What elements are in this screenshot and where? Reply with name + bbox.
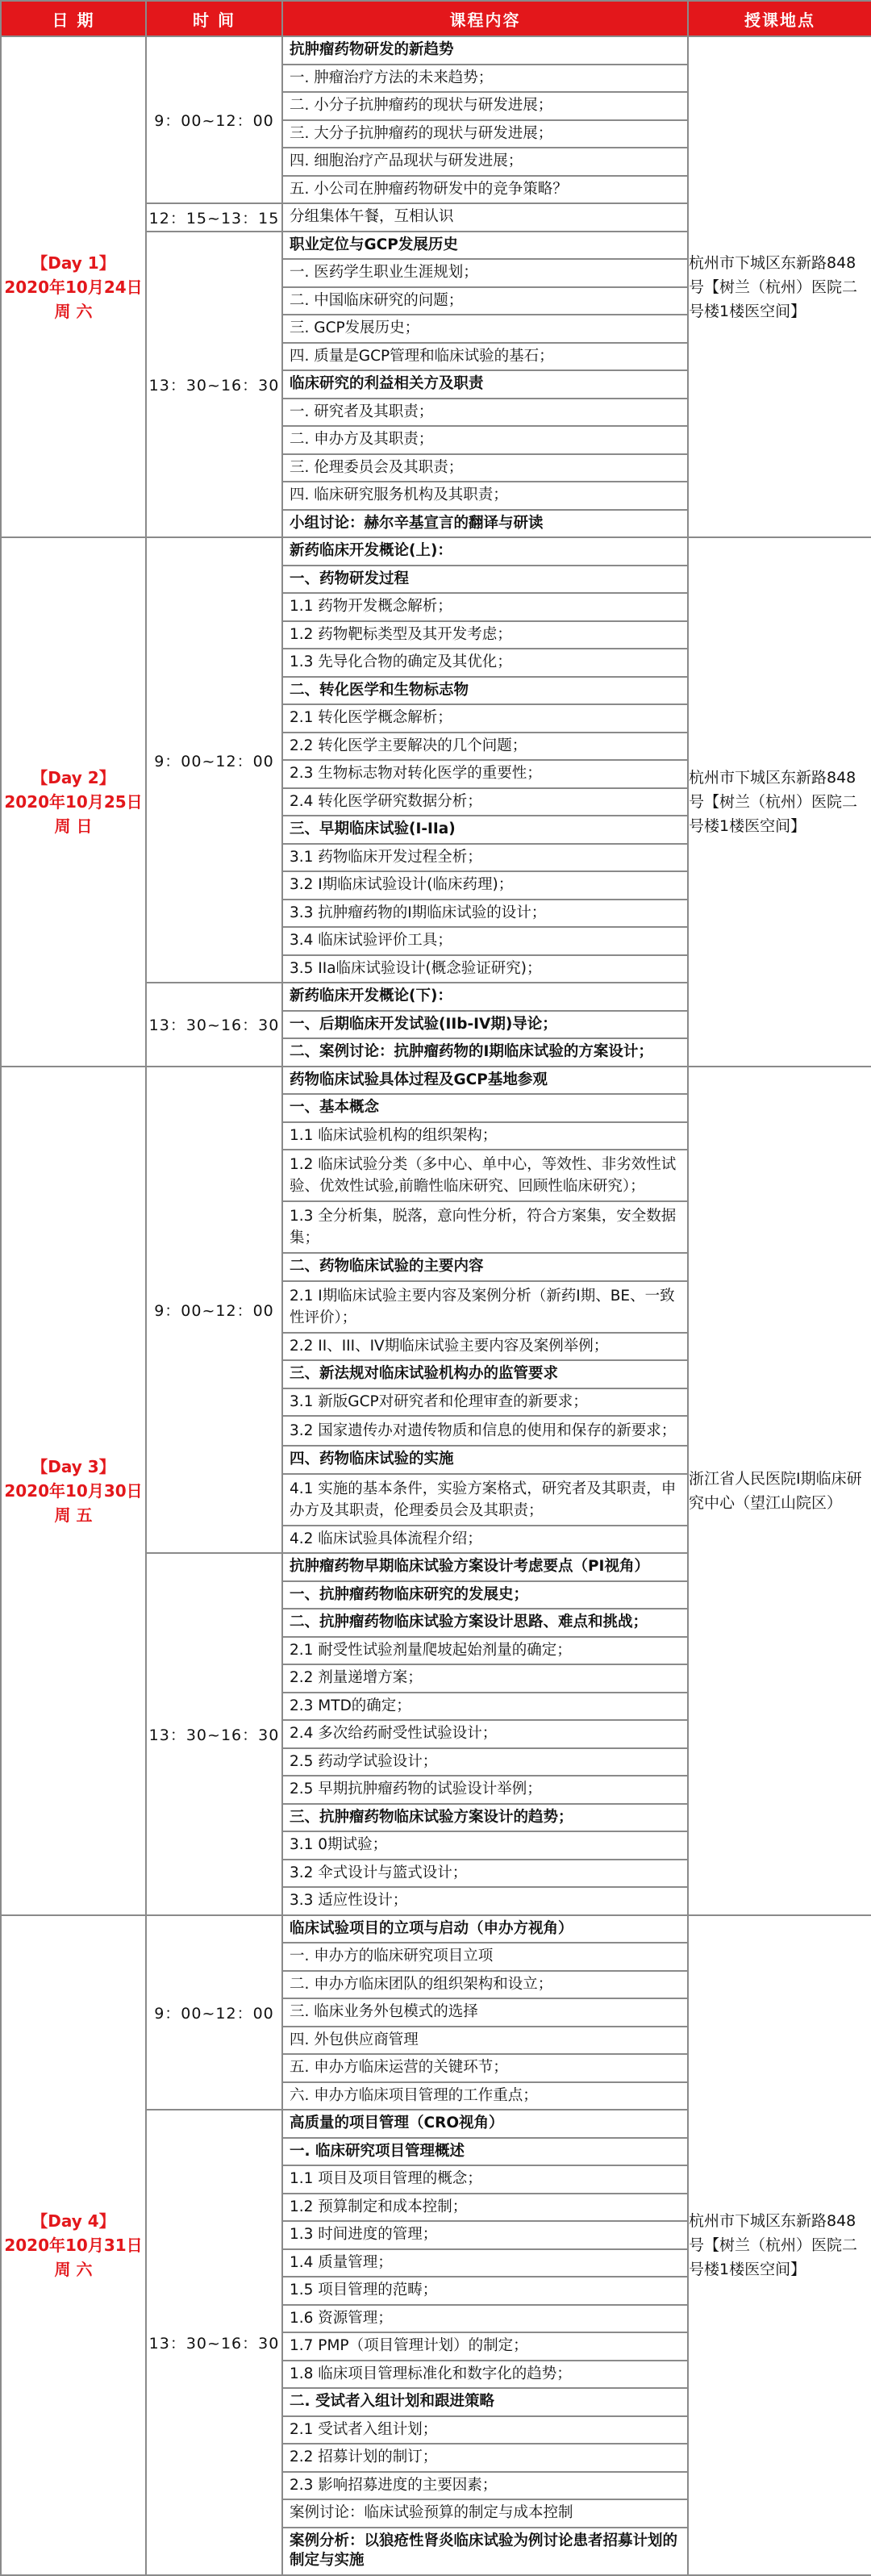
topic-item: 1.8 临床项目管理标准化和数字化的趋势； [283,2361,687,2390]
topic-item: 1.3 时间进度的管理； [283,2222,687,2250]
topic-heading: 四、药物临床试验的实施 [283,1447,687,1475]
topic-item: 三. GCP发展历史； [283,315,687,344]
session-time: 9：00~12：00 [146,1915,282,2110]
topic-heading: 一、基本概念 [283,1095,687,1123]
topic-item: 2.1 转化医学概念解析； [283,705,687,733]
topic-heading: 临床研究的利益相关方及职责 [283,371,687,399]
session-row [1,36,871,203]
header-date: 日 期 [1,1,146,36]
topic-item: 1.6 资源管理； [283,2306,687,2334]
topic-item: 一. 研究者及其职责； [283,399,687,428]
venue-cell: 浙江省人民医院I期临床研究中心（望江山院区） [688,1067,871,1915]
session-content [282,1067,688,1554]
session-content [282,203,688,232]
topic-item: 3.3 适应性设计； [290,1892,408,1909]
topic-heading: 一、抗肿瘤药物临床研究的发展史； [283,1582,687,1610]
venue-cell: 杭州市下城区东新路848号【树兰（杭州）医院二号楼1楼医空间】 [688,36,871,537]
day-weekday: 周 日 [54,816,93,836]
topic-item: 六. 申办方临床项目管理的工作重点； [290,2086,538,2104]
session-content [282,537,688,983]
topic-item: 1.4 质量管理； [283,2250,687,2278]
topic-heading: 临床试验项目的立项与启动（申办方视角） [283,1916,687,1944]
day-date: 2020年10月24日 [4,277,143,297]
topic-item: 2.1 受试者入组计划； [283,2417,687,2445]
topic-item: 3.4 临床试验评价工具； [283,928,687,956]
venue-cell: 杭州市下城区东新路848号【树兰（杭州）医院二号楼1楼医空间】 [688,537,871,1067]
session-time: 13：30~16：30 [146,2110,282,2575]
topic-item: 三. 大分子抗肿瘤药的现状与研发进展； [283,121,687,149]
session-content [282,36,688,203]
topic-heading: 二、药物临床试验的主要内容 [283,1254,687,1282]
topic-item: 3.2 I期临床试验设计(临床药理)； [283,872,687,900]
topic-item: 2.4 多次给药耐受性试验设计； [283,1721,687,1749]
topic-item: 五. 小公司在肿瘤药物研发中的竞争策略？ [290,180,568,198]
session-time: 9：00~12：00 [146,36,282,203]
session-row [1,1915,871,2110]
topic-item: 1.1 临床试验机构的组织架构； [283,1123,687,1151]
day-label: 【Day 3】 [31,1456,115,1476]
topic-item: 一. 肿瘤治疗方法的未来趋势； [283,65,687,94]
day-cell [1,36,146,537]
session-row [1,1067,871,1554]
session-time: 12：15~13：15 [146,203,282,232]
topic-item: 2.2 剂量递增方案； [283,1665,687,1693]
topic-heading: 抗肿瘤药物研发的新趋势 [283,37,687,65]
topic-item: 2.5 早期抗肿瘤药物的试验设计举例； [283,1776,687,1805]
day-cell [1,1915,146,2575]
day-label: 【Day 4】 [31,2211,115,2231]
topic-item: 五. 申办方临床运营的关键环节； [283,2055,687,2083]
topic-item: 2.2 转化医学主要解决的几个问题； [283,733,687,762]
session-time: 13：30~16：30 [146,1553,282,1915]
topic-heading: 三、抗肿瘤药物临床试验方案设计的趋势； [283,1805,687,1833]
session-time: 13：30~16：30 [146,983,282,1067]
topic-item: 2.2 II、III、IV期临床试验主要内容及案例举例； [283,1334,687,1362]
topic-item: 案例讨论：临床试验预算的制定与成本控制 [283,2500,687,2528]
day-weekday: 周 六 [54,2259,93,2279]
topic-item: 1.3 先导化合物的确定及其优化； [283,649,687,678]
session-content [282,1553,688,1915]
topic-item: 四. 质量是GCP管理和临床试验的基石； [283,344,687,372]
topic-item: 一. 申办方的临床研究项目立项 [283,1943,687,1972]
header-time: 时 间 [146,1,282,36]
topic-heading: 药物临床试验具体过程及GCP基地参观 [283,1067,687,1096]
session-time: 13：30~16：30 [146,232,282,538]
session-content [282,983,688,1067]
day-cell [1,537,146,1067]
topic-item: 三. 临床业务外包模式的选择 [283,1999,687,2027]
topic-item: 2.1 I期临床试验主要内容及案例分析（新药I期、BE、一致性评价）； [283,1282,687,1334]
topic-heading: 一、后期临床开发试验(IIb-IV期)导论； [283,1012,687,1040]
topic-heading: 二、抗肿瘤药物临床试验方案设计思路、难点和挑战； [283,1609,687,1638]
topic-item: 1.5 项目管理的范畴； [283,2277,687,2306]
topic-heading: 新药临床开发概论(上)： [283,538,687,566]
topic-item: 四. 临床研究服务机构及其职责； [283,482,687,511]
topic-item: 三. 伦理委员会及其职责； [283,455,687,483]
topic-item: 2.2 招募计划的制订； [283,2444,687,2473]
session-time: 9：00~12：00 [146,1067,282,1554]
topic-heading: 三、新法规对临床试验机构办的监管要求 [283,1361,687,1389]
session-content [282,232,688,538]
day-date: 2020年10月31日 [4,2235,143,2255]
topic-item: 分组集体午餐，互相认识 [290,208,454,225]
topic-item: 1.2 药物靶标类型及其开发考虑； [283,622,687,650]
day-weekday: 周 六 [54,301,93,321]
topic-item: 2.3 生物标志物对转化医学的重要性； [283,761,687,789]
topic-item: 2.4 转化医学研究数据分析； [283,789,687,817]
topic-item: 3.2 伞式设计与篮式设计； [283,1860,687,1889]
topic-heading: 二. 受试者入组计划和跟进策略 [283,2389,687,2417]
topic-heading: 案例分析：以狼疮性肾炎临床试验为例讨论患者招募计划的制定与实施 [290,2532,678,2569]
session-row [1,537,871,983]
topic-heading: 新药临床开发概论(下)： [283,983,687,1012]
topic-item: 一. 医药学生职业生涯规划； [283,260,687,288]
topic-item: 2.3 MTD的确定； [283,1693,687,1722]
topic-item: 4.2 临床试验具体流程介绍； [290,1530,482,1547]
topic-item: 2.5 药动学试验设计； [283,1749,687,1777]
topic-heading: 一. 临床研究项目管理概述 [283,2139,687,2167]
day-date: 2020年10月25日 [4,791,143,812]
header-row [1,1,871,36]
topic-item: 3.5 IIa临床试验设计(概念验证研究)； [290,959,542,977]
topic-item: 二. 申办方及其职责； [283,427,687,455]
day-label: 【Day 2】 [31,767,115,787]
topic-heading: 职业定位与GCP发展历史 [283,232,687,261]
topic-item: 3.1 新版GCP对研究者和伦理审查的新要求； [283,1389,687,1417]
topic-item: 二. 申办方临床团队的组织架构和设立； [283,1972,687,2000]
topic-item: 二. 小分子抗肿瘤药的现状与研发进展； [283,93,687,121]
topic-item: 4.1 实施的基本条件，实验方案格式，研究者及其职责，申办方及其职责，伦理委员会及其职责； [283,1475,687,1526]
topic-item: 2.1 耐受性试验剂量爬坡起始剂量的确定； [283,1638,687,1666]
topic-heading: 高质量的项目管理（CRO视角） [283,2110,687,2139]
topic-item: 1.7 PMP（项目管理计划）的制定； [283,2333,687,2361]
topic-heading: 小组讨论：赫尔辛基宣言的翻译与研读 [290,514,544,532]
schedule-body [1,36,871,2575]
topic-item: 1.3 全分析集，脱落，意向性分析，符合方案集，安全数据集； [283,1202,687,1254]
topic-item: 四. 外包供应商管理 [283,2027,687,2056]
topic-heading: 二、案例讨论：抗肿瘤药物的I期临床试验的方案设计； [290,1043,653,1060]
day-date: 2020年10月30日 [4,1480,143,1501]
topic-item: 2.3 影响招募进度的主要因素； [283,2473,687,2501]
header-content: 课程内容 [282,1,688,36]
topic-item: 1.2 临床试验分类（多中心、单中心，等效性、非劣效性试验、优效性试验,前瞻性临床研究、回顾性临床研究）； [283,1150,687,1202]
session-time: 9：00~12：00 [146,537,282,983]
topic-heading: 一、药物研发过程 [283,566,687,595]
topic-item: 3.1 0期试验； [283,1832,687,1860]
day-label: 【Day 1】 [31,253,115,273]
venue-cell: 杭州市下城区东新路848号【树兰（杭州）医院二号楼1楼医空间】 [688,1915,871,2575]
session-content [282,2110,688,2575]
topic-heading: 抗肿瘤药物早期临床试验方案设计考虑要点（PI视角） [283,1554,687,1582]
header-place: 授课地点 [688,1,871,36]
topic-item: 1.1 项目及项目管理的概念； [283,2166,687,2194]
topic-heading: 二、转化医学和生物标志物 [283,678,687,706]
day-weekday: 周 五 [54,1505,93,1525]
topic-item: 1.1 药物开发概念解析； [283,594,687,622]
topic-item: 四. 细胞治疗产品现状与研发进展； [283,148,687,177]
session-content [282,1915,688,2110]
day-cell [1,1067,146,1915]
topic-item: 二. 中国临床研究的问题； [283,288,687,316]
topic-item: 3.2 国家遗传办对遗传物质和信息的使用和保存的新要求； [283,1417,687,1447]
topic-item: 1.2 预算制定和成本控制； [283,2194,687,2223]
topic-heading: 三、早期临床试验(I-IIa) [283,816,687,845]
topic-item: 3.3 抗肿瘤药物的I期临床试验的设计； [283,900,687,929]
topic-item: 3.1 药物临床开发过程全析； [283,845,687,873]
